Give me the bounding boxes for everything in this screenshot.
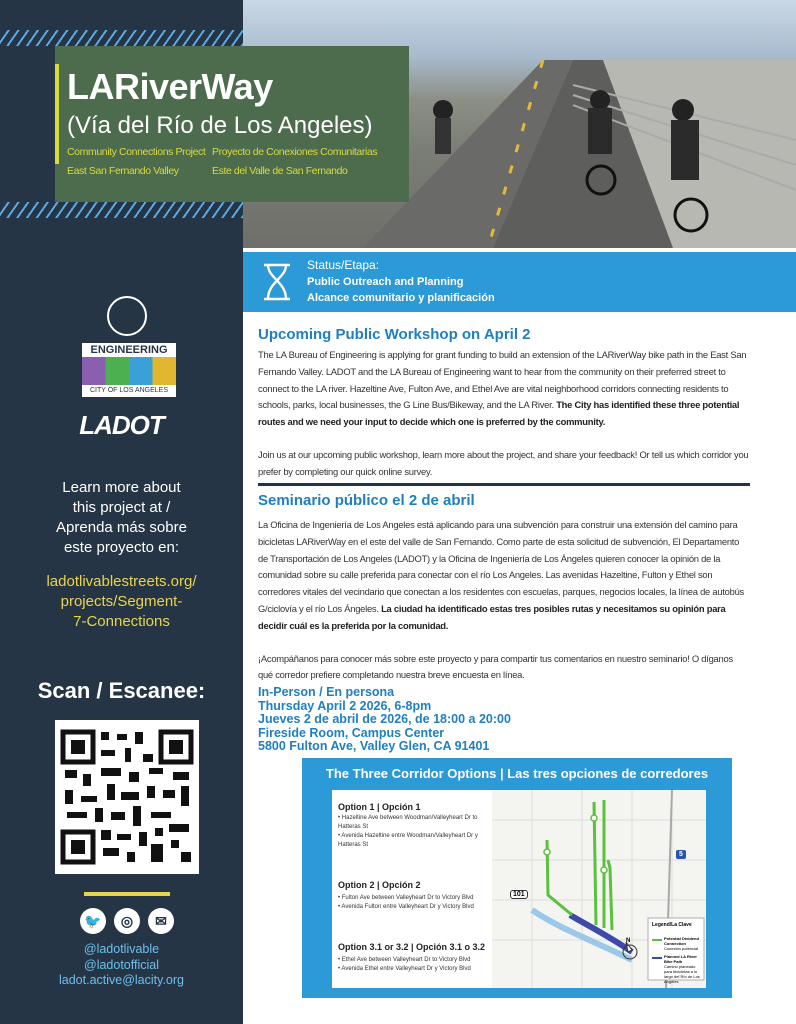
option-2-title: Option 2 | Opción 2 [338, 880, 421, 890]
heading-es: Seminario público el 2 de abril [258, 492, 475, 509]
stripe-decoration [0, 30, 243, 46]
instagram-handle[interactable]: @ladotofficial [84, 957, 159, 972]
page-title: LARiverWay [67, 66, 273, 107]
engineering-logo [82, 343, 176, 399]
stripe-decoration [0, 202, 243, 218]
divider [84, 892, 170, 896]
engineering-label: ENGINEERING [82, 343, 176, 357]
status-bar [243, 252, 796, 312]
body-es: La Oficina de Ingeniería de Los Angeles está aplicando para una subvención para construir una extensión del camino para bicicletas LARiverWay en el este del valle de San Fernando. Como parte de esta solicitud de subvención, El Departamento de Transportación de Los Angeles (LADOT) y la Oficina de Ingeniería de Los Ángeles quieren conocer la opinión de la comunidad sobre su calle preferida para conectar con el río Los Angeles. Las avenidas Hazeltine, Fulton y Ethel son corredores vitales del vecindario que conectan a los residentes con escuelas, parques, negocios locales, la línea de autobús G/ciclovía y el río Los Ángeles. La ciudad ha identificado estas tres posibles rutas y necesitamos su opinión para decidir cuál es la preferida por la comunidad. [258, 519, 744, 631]
project-en: Community Connections Project [67, 146, 206, 158]
workshop-en [258, 326, 750, 481]
north-arrow-icon: N [626, 938, 631, 944]
page-subtitle: (Vía del Río de Los Angeles) [67, 112, 373, 139]
accent-bar [55, 64, 59, 164]
city-seal-icon [107, 296, 147, 336]
workshop-es [258, 492, 750, 684]
qr-code[interactable] [55, 720, 199, 874]
instagram-icon[interactable]: ◎ [114, 908, 140, 934]
project-es: Proyecto de Conexiones Comunitarias [212, 146, 378, 158]
body-en: The LA Bureau of Engineering is applying for grant funding to build an extension of the LARiverWay bike path in the East San Fernando Valley. LADOT and the LA Bureau of Engineering want to hear from the community on their preferred street to connect to the LA river. Hazeltine Ave, Fulton Ave, and Ethel Ave are vital neighborhood corridors connecting residents to schools, parks, local businesses, the G Line Bus/Bikeway, and the LA River. The City has identified these three potential routes and we need your input to decide which one is preferred by the community. [258, 349, 747, 428]
heading-en: Upcoming Public Workshop on April 2 [258, 326, 531, 343]
engineering-city: CITY OF LOS ANGELES [82, 385, 176, 397]
title-box [55, 46, 409, 202]
shield-5-icon: 5 [676, 850, 686, 859]
corridor-map-panel [302, 758, 732, 998]
status-label: Status/Etapa: [307, 258, 380, 272]
section-divider [258, 483, 750, 486]
map-title: The Three Corridor Options | Las tres opciones de corredores [325, 766, 709, 781]
shield-101-icon: 101 [510, 890, 528, 899]
event-address: 5800 Fulton Ave, Valley Glen, CA 91401 [258, 739, 490, 753]
hourglass-icon [261, 262, 293, 302]
email-icon[interactable]: ✉ [148, 908, 174, 934]
learn-more-text: Learn more about this project at / Aprenda más sobre este proyecto en: [56, 479, 187, 556]
email-link[interactable]: ladot.active@lacity.org [58, 973, 184, 987]
event-details [258, 686, 511, 754]
twitter-icon[interactable]: 🐦 [80, 908, 106, 934]
scan-heading: Scan / Escanee: [37, 678, 206, 703]
region-es: Este del Valle de San Fernando [212, 165, 348, 177]
event-date-es: Jueves 2 de abril de 2026, de 18:00 a 20:00 [258, 712, 511, 726]
event-venue: Fireside Room, Campus Center [258, 725, 445, 740]
social-handles [0, 942, 243, 989]
option-3-desc: • Ethel Ave between Valleyheart Dr to Victory Blvd • Avenida Ethel entre Valleyheart Dr y Victory Blvd [338, 957, 471, 972]
twitter-handle[interactable]: @ladotlivable [83, 942, 160, 956]
status-value-en: Public Outreach and Planning [307, 276, 464, 288]
legend-title: Legend/La Clave [652, 922, 692, 928]
option-1-title: Option 1 | Opción 1 [338, 802, 421, 812]
ladot-logo: LADOT [79, 410, 164, 440]
option-3-title: Option 3.1 or 3.2 | Opción 3.1 o 3.2 [338, 942, 486, 952]
map-area [332, 790, 706, 988]
event-date-en: Thursday April 2 2026, 6-8pm [258, 698, 432, 713]
join-es: ¡Acompáñanos para conocer más sobre este proyecto y para compartir tus comentarios en nuestro seminario! O díganos qué corredor prefiere completando nuestra breve encuesta en línea. [258, 652, 733, 681]
status-value-es: Alcance comunitario y planificación [307, 292, 495, 304]
project-link[interactable]: ladotlivablestreets.org/ projects/Segment- 7-Connections [46, 573, 197, 630]
join-en: Join us at our upcoming public workshop, learn more about the project, and share your feedback! Or tell us which corridor you prefer by completing our quick online survey. [258, 448, 749, 477]
option-2-desc: • Fulton Ave between Valleyheart Dr to Victory Blvd • Avenida Fulton entre Valleyheart Dr y Victory Blvd [338, 895, 474, 910]
event-type: In-Person / En persona [258, 685, 395, 699]
option-1-desc: • Hazeltine Ave between Woodman/Valleyheart Dr to Hatteras St • Avenida Hazeltine entre Woodman/Valleyheart Dr y Hatteras St [338, 815, 478, 848]
legend-item-1: Potential Dividend Connection Conexión potencial [664, 936, 699, 951]
legend-item-2: Planned LA River Bike Path Camino planeado para bicicletas a lo largo del Río de Los Angeles [664, 954, 700, 984]
region-en: East San Fernando Valley [67, 165, 179, 177]
